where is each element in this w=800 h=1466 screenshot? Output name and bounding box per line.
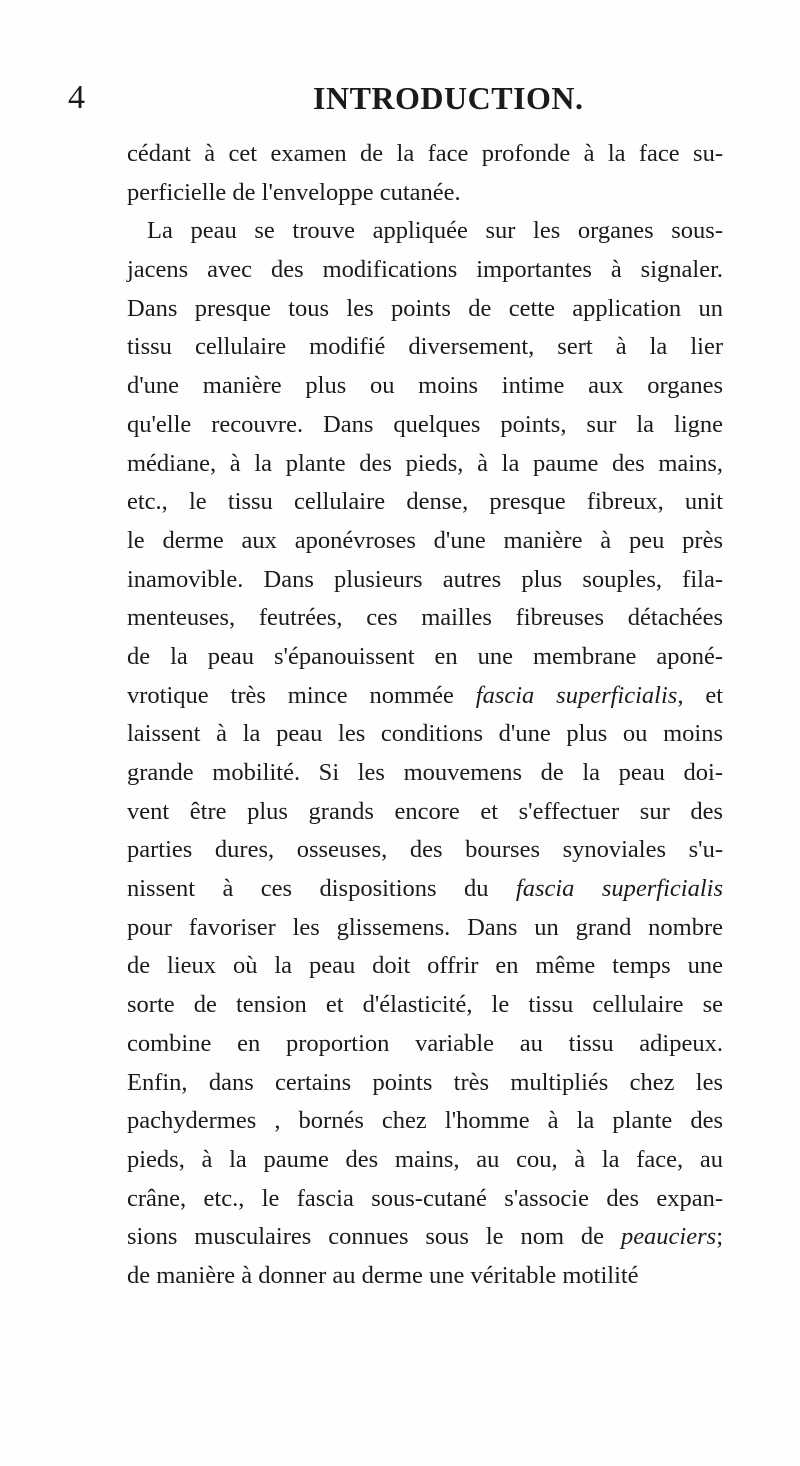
text-line: de la peau s'épanouissent en une membrane aponé- — [127, 642, 723, 670]
text-line: le derme aux aponévroses d'une manière à peu près — [127, 526, 723, 554]
running-head — [0, 78, 800, 128]
text-line: pour favoriser les glissemens. Dans un grand nombre — [127, 913, 723, 941]
text-line-with-italic — [127, 1218, 723, 1257]
text-line: inamovible. Dans plusieurs autres plus souples, fila- — [127, 565, 723, 593]
text-line: médiane, à la plante des pieds, à la paume des mains, — [127, 449, 723, 477]
italic-term: peauciers — [620, 1223, 717, 1251]
running-title: INTRODUCTION. — [313, 80, 584, 116]
text-line: crâne, etc., le fascia sous-cutané s'associe des expan- — [127, 1184, 723, 1212]
text-line: menteuses, feutrées, ces mailles fibreuses détachées — [127, 604, 723, 632]
text-segment: sions musculaires connues sous le nom de — [127, 1223, 621, 1251]
page-number: 4 — [68, 79, 85, 116]
text-line: laissent à la peau les conditions d'une plus ou moins — [127, 720, 723, 748]
italic-term: fascia superficialis — [515, 875, 723, 903]
text-line: parties dures, osseuses, des bourses synoviales s'u- — [127, 836, 723, 864]
text-line: de lieux où la peau doit offrir en même temps une — [127, 952, 723, 980]
text-segment: , et — [677, 681, 723, 709]
text-line: d'une manière plus ou moins intime aux organes — [127, 372, 723, 400]
text-segment: ; — [716, 1223, 723, 1251]
text-line: tissu cellulaire modifié diversement, sert à la lier — [127, 333, 723, 361]
text-line: combine en proportion variable au tissu adipeux. — [127, 1029, 723, 1057]
text-segment: nissent à ces dispositions du — [127, 875, 516, 903]
text-line: grande mobilité. Si les mouvemens de la peau doi- — [127, 759, 723, 786]
body-text — [127, 135, 723, 1296]
text-line: de manière à donner au derme une véritable motilité — [127, 1261, 639, 1289]
text-line: pachydermes , bornés chez l'homme à la plante des — [127, 1107, 723, 1135]
text-line-with-italic — [127, 677, 723, 716]
text-segment: vrotique très mince nommée — [127, 681, 476, 709]
italic-term: fascia superficialis — [475, 681, 678, 709]
text-line: cédant à cet examen de la face profonde à la face su- — [127, 140, 723, 167]
text-line: jacens avec des modifications importantes à signaler. — [127, 256, 723, 284]
text-line: Dans presque tous les points de cette application un — [127, 294, 723, 322]
text-line: sorte de tension et d'élasticité, le tissu cellulaire se — [127, 991, 723, 1019]
text-line: vent être plus grands encore et s'effectuer sur des — [127, 797, 723, 825]
text-line-with-italic — [127, 870, 723, 909]
text-line: Enfin, dans certains points très multipliés chez les — [127, 1068, 723, 1096]
text-line: qu'elle recouvre. Dans quelques points, sur la ligne — [127, 410, 723, 438]
text-line: La peau se trouve appliquée sur les organes sous- — [147, 217, 723, 245]
text-line: etc., le tissu cellulaire dense, presque fibreux, unit — [127, 488, 723, 516]
text-line: perficielle de l'enveloppe cutanée. — [127, 178, 461, 206]
text-line: pieds, à la paume des mains, au cou, à la face, au — [127, 1145, 723, 1173]
